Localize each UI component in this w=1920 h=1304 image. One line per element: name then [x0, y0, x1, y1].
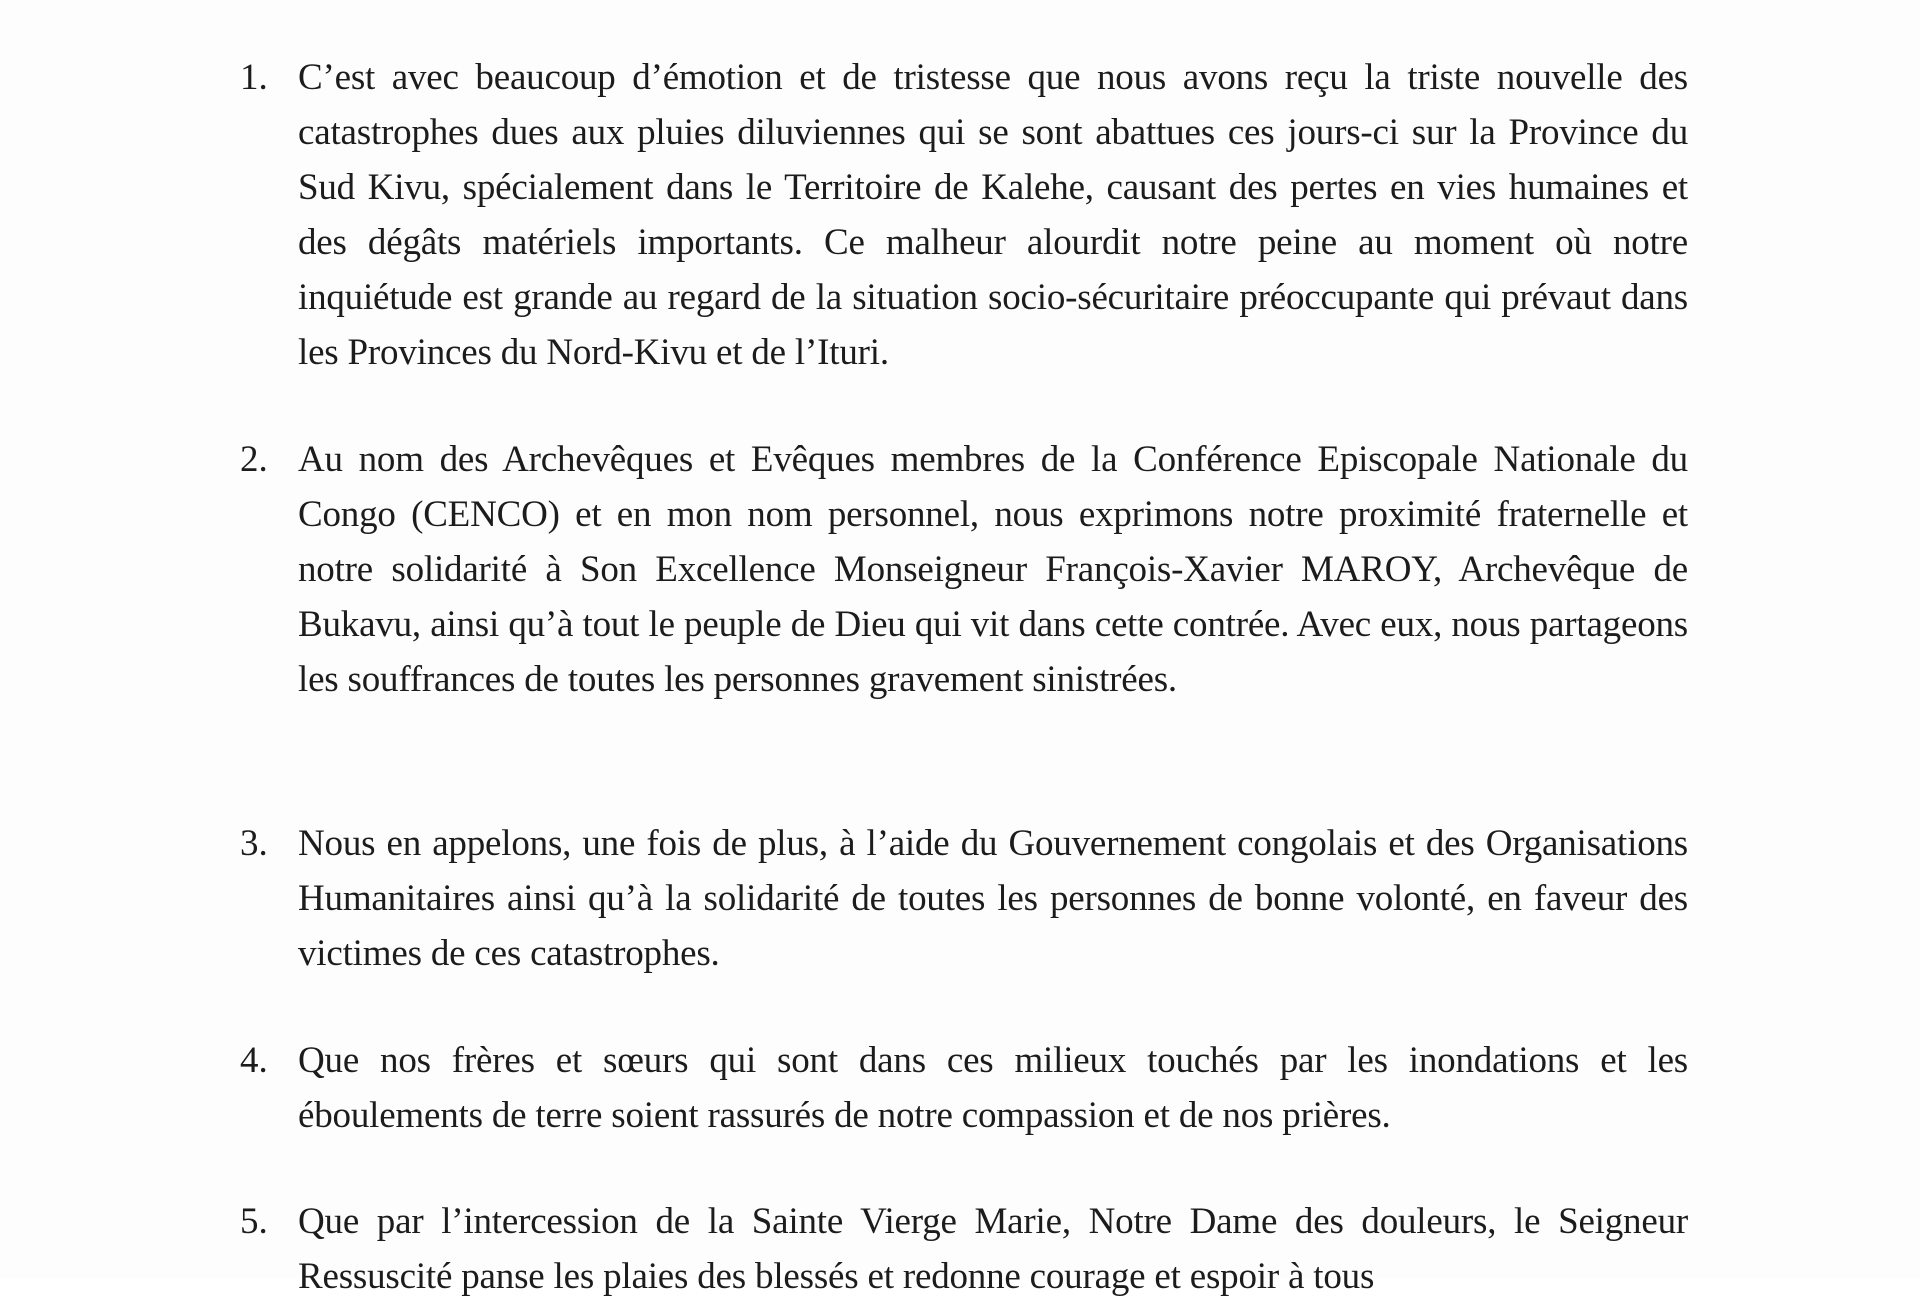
paragraph-item: [240, 50, 1688, 380]
paragraph-text: Que par l’intercession de la Sainte Vierge Marie, Notre Dame des douleurs, le Seigneur Ressuscité panse les plaies des blessés et redonne courage et espoir à tous: [298, 1201, 1688, 1297]
paragraph-text: C’est avec beaucoup d’émotion et de tristesse que nous avons reçu la triste nouvelle des catastrophes dues aux pluies diluviennes qui se sont abattues ces jours-ci sur la Province du Sud Kivu, spécialement dans le Territoire de Kalehe, causant des pertes en vies humaines et des dégâts matériels importants. Ce malheur alourdit notre peine au moment où notre inquiétude est grande au regard de la situation socio-sécuritaire préoccupante qui prévaut dans les Provinces du Nord-Kivu et de l’Ituri.: [298, 57, 1688, 373]
paragraph-number: 5.: [240, 1201, 268, 1242]
paragraph-text: Que nos frères et sœurs qui sont dans ces milieux touchés par les inondations et les éboulements de terre soient rassurés de notre compassion et de nos prières.: [298, 1040, 1688, 1136]
paragraph-number: 4.: [240, 1040, 268, 1081]
paragraph-item: [240, 432, 1688, 707]
paragraph-number: 2.: [240, 439, 268, 480]
paragraph-number: 1.: [240, 57, 268, 98]
paragraph-item: [240, 1033, 1688, 1143]
paragraph-item: [240, 1194, 1688, 1304]
paragraph-text: Nous en appelons, une fois de plus, à l’aide du Gouvernement congolais et des Organisations Humanitaires ainsi qu’à la solidarité de toutes les personnes de bonne volonté, en faveur des victimes de ces catastrophes.: [298, 823, 1688, 974]
paragraph-number: 3.: [240, 823, 268, 864]
paragraph-item: [240, 816, 1688, 981]
paragraph-text: Au nom des Archevêques et Evêques membres de la Conférence Episcopale Nationale du Congo (CENCO) et en mon nom personnel, nous exprimons notre proximité fraternelle et notre solidarité à Son Excellence Monseigneur François-Xavier MAROY, Archevêque de Bukavu, ainsi qu’à tout le peuple de Dieu qui vit dans cette contrée. Avec eux, nous partageons les souffrances de toutes les personnes gravement sinistrées.: [298, 439, 1688, 700]
